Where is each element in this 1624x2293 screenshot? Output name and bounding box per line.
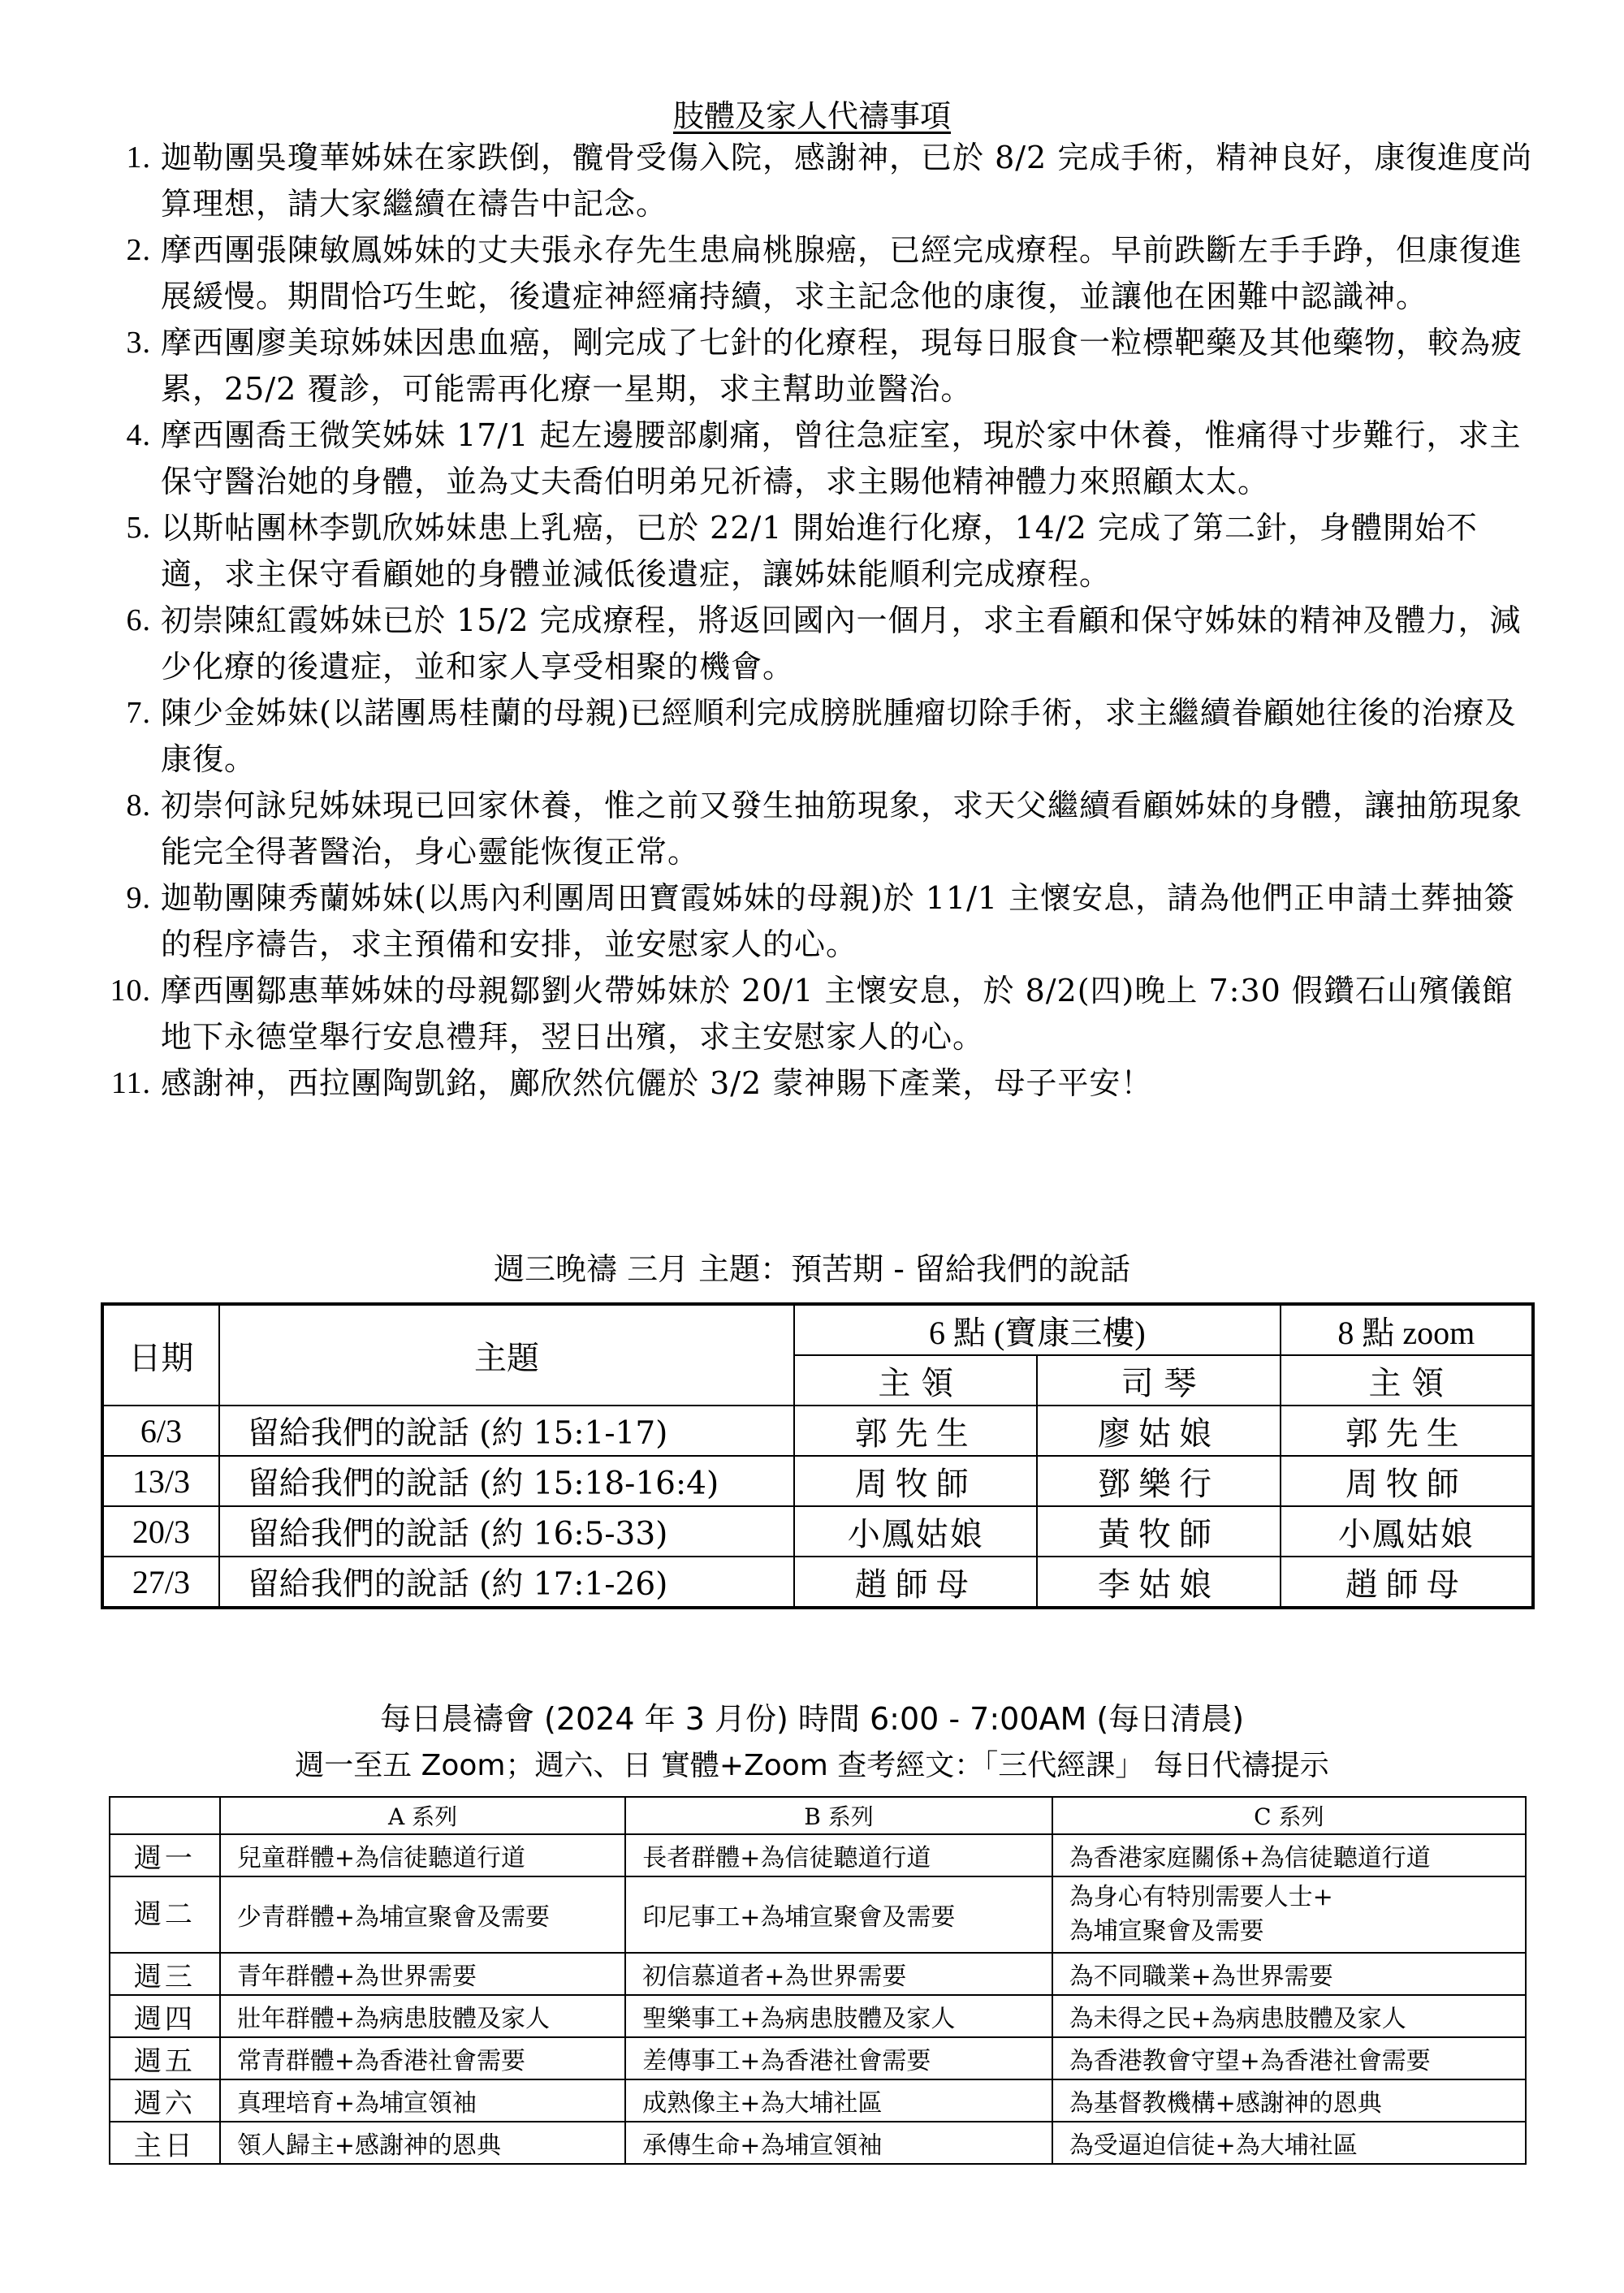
column-header-b: B 系列: [625, 1797, 1052, 1834]
prayer-item: [106, 968, 1535, 1060]
date-cell: 27/3: [102, 1557, 219, 1608]
table-row: [110, 2079, 1526, 2122]
piano-cell: 李姑娘: [1037, 1557, 1280, 1608]
series-b-cell: 成熟像主+為大埔社區: [625, 2079, 1052, 2122]
series-a-cell: 領人歸主+感謝神的恩典: [220, 2122, 625, 2164]
series-b-cell: 差傳事工+為香港社會需要: [625, 2037, 1052, 2079]
series-c-text: 為不同職業+為世界需要: [1069, 1963, 1333, 1991]
morning-prayer-title: 每日晨禱會 (2024 年 3 月份) 時間 6:00 - 7:00AM (每日清晨): [379, 1701, 1245, 1737]
prayer-item: [106, 505, 1535, 598]
piano-cell: 黃牧師: [1037, 1506, 1280, 1557]
table-row: [102, 1456, 1533, 1506]
lead-6pm-cell: 郭先生: [794, 1406, 1037, 1456]
day-cell: 週四: [110, 1995, 220, 2037]
prayer-item-text: 以斯帖團林李凱欣姊妹患上乳癌，已於 22/1 開始進行化療，14/2 完成了第二針，身體開始不適，求主保守看顧她的身體並減低後遺症，讓姊妹能順利完成療程。: [161, 510, 1478, 592]
series-a-cell: 常青群體+為香港社會需要: [220, 2037, 625, 2079]
prayer-item-text: 陳少金姊妹(以諾團馬桂蘭的母親)已經順利完成膀胱腫瘤切除手術，求主繼續眷顧她往後的治療及康復。: [161, 695, 1517, 777]
prayer-item-text: 初崇何詠兒姊妹現已回家休養，惟之前又發生抽筋現象，求天父繼續看顧姊妹的身體，讓抽筋現象能完全得著醫治，身心靈能恢復正常。: [161, 788, 1523, 870]
prayer-item: [106, 412, 1535, 505]
piano-cell: 廖姑娘: [1037, 1406, 1280, 1456]
column-header-8pm: 8 點 zoom: [1281, 1304, 1533, 1355]
date-cell: 6/3: [102, 1406, 219, 1456]
topic-cell: 留給我們的說話 (約 16:5-33): [219, 1506, 794, 1557]
series-c-cell: [1052, 1834, 1526, 1876]
series-c-cell: [1052, 2122, 1526, 2164]
prayer-item-number: 3.: [126, 326, 151, 360]
prayer-item-text: 初崇陳紅霞姊妹已於 15/2 完成療程，將返回國內一個月，求主看顧和保守姊妹的精神及體力，減少化療的後遺症，並和家人享受相聚的機會。: [161, 602, 1522, 684]
prayer-item-text: 摩西團鄒惠華姊妹的母親鄒劉火帶姊妹於 20/1 主懷安息，於 8/2(四)晚上 7:30 假鑽石山殯儀館地下永德堂舉行安息禮拜，翌日出殯，求主安慰家人的心。: [161, 973, 1514, 1055]
series-b-cell: 承傳生命+為埔宣領袖: [625, 2122, 1052, 2164]
lead-8pm-cell: 郭先生: [1281, 1406, 1533, 1456]
day-cell: 週三: [110, 1953, 220, 1995]
lead-6pm-cell: 小鳳姑娘: [794, 1506, 1037, 1557]
column-header-date: 日期: [102, 1304, 219, 1406]
prayer-item-text: 摩西團張陳敏鳳姊妹的丈夫張永存先生患扁桃腺癌，已經完成療程。早前跌斷左手手踭，但康復進展緩慢。期間恰巧生蛇，後遺症神經痛持續，求主記念他的康復，並讓他在困難中認識神。: [161, 232, 1523, 314]
series-c-text-line2: 為埔宣聚會及需要: [1069, 1917, 1264, 1945]
prayer-item: [106, 690, 1535, 783]
column-header-a: A 系列: [220, 1797, 625, 1834]
lead-8pm-cell: 周牧師: [1281, 1456, 1533, 1506]
series-c-cell: [1052, 2037, 1526, 2079]
series-a-cell: 少青群體+為埔宣聚會及需要: [220, 1876, 625, 1953]
series-b-cell: 印尼事工+為埔宣聚會及需要: [625, 1876, 1052, 1953]
day-cell: 主日: [110, 2122, 220, 2164]
prayer-item-text: 迦勒團吳瓊華姊妹在家跌倒，髖骨受傷入院，感謝神，已於 8/2 完成手術，精神良好，康復進度尚算理想，請大家繼續在禱告中記念。: [161, 140, 1533, 222]
date-cell: 20/3: [102, 1506, 219, 1557]
corner-cell: [110, 1797, 220, 1834]
day-cell: 週一: [110, 1834, 220, 1876]
topic-cell: 留給我們的說話 (約 17:1-26): [219, 1557, 794, 1608]
series-a-cell: 兒童群體+為信徒聽道行道: [220, 1834, 625, 1876]
prayer-item-number: 7.: [126, 696, 151, 730]
day-cell: 週六: [110, 2079, 220, 2122]
lead-6pm-cell: 趙師母: [794, 1557, 1037, 1608]
lead-8pm-cell: 趙師母: [1281, 1557, 1533, 1608]
prayer-item-number: 10.: [110, 974, 151, 1008]
prayer-item-number: 9.: [126, 881, 151, 915]
day-cell: 週五: [110, 2037, 220, 2079]
table-header-row: [110, 1797, 1526, 1834]
column-header-lead-zoom: 主 領: [1281, 1355, 1533, 1406]
series-c-cell: [1052, 1953, 1526, 1995]
series-a-cell: 壯年群體+為病患肢體及家人: [220, 1995, 625, 2037]
prayer-item-number: 5.: [126, 511, 151, 545]
series-c-text-line1: 為身心有特別需要人士+: [1069, 1883, 1333, 1911]
prayer-item: [106, 227, 1535, 320]
date-cell: 13/3: [102, 1456, 219, 1506]
series-c-text: 為基督教機構+感謝神的恩典: [1069, 2089, 1382, 2118]
prayer-item-number: 11.: [110, 1066, 151, 1100]
prayer-item-number: 8.: [126, 788, 151, 823]
series-c-cell: [1052, 2079, 1526, 2122]
prayer-item-number: 4.: [126, 418, 151, 452]
table-row: [110, 1995, 1526, 2037]
table-row: [102, 1406, 1533, 1456]
column-header-6pm: 6 點 (寶康三樓): [794, 1304, 1281, 1355]
prayer-item-number: 6.: [126, 603, 151, 637]
column-header-c: C 系列: [1052, 1797, 1526, 1834]
table-header-row: [102, 1304, 1533, 1355]
series-b-cell: 長者群體+為信徒聽道行道: [625, 1834, 1052, 1876]
morning-prayer-subtitle: 週一至五 Zoom；週六、日 實體+Zoom 查考經文：「三代經課」 每日代禱提示: [295, 1749, 1329, 1782]
topic-cell: 留給我們的說話 (約 15:18-16:4): [219, 1456, 794, 1506]
prayer-item-text: 迦勒團陳秀蘭姊妹(以馬內利團周田寶霞姊妹的母親)於 11/1 主懷安息，請為他們正申請土葬抽簽的程序禱告，求主預備和安排，並安慰家人的心。: [161, 880, 1516, 962]
series-c-text: 為香港家庭關係+為信徒聽道行道: [1069, 1844, 1431, 1872]
column-header-topic: 主題: [219, 1304, 794, 1406]
prayer-list: [106, 135, 1535, 1107]
series-c-text: 為受逼迫信徒+為大埔社區: [1069, 2131, 1358, 2160]
prayer-item-text: 感謝神，西拉團陶凱銘，鄺欣然伉儷於 3/2 蒙神賜下產業，母子平安！: [161, 1065, 1153, 1101]
prayer-item: [106, 320, 1535, 412]
prayer-item-text: 摩西團廖美琼姊妹因患血癌，剛完成了七針的化療程，現每日服食一粒標靶藥及其他藥物，較為疲累，25/2 覆診，可能需再化療一星期，求主幫助並醫治。: [161, 325, 1523, 407]
series-b-cell: 初信慕道者+為世界需要: [625, 1953, 1052, 1995]
table-row: [110, 2122, 1526, 2164]
table-row: [110, 1834, 1526, 1876]
piano-cell: 鄧樂行: [1037, 1456, 1280, 1506]
morning-prayer-table: [109, 1796, 1527, 2165]
prayer-item-text: 摩西團喬王微笑姊妹 17/1 起左邊腰部劇痛，曾往急症室，現於家中休養，惟痛得寸步難行，求主保守醫治她的身體，並為丈夫喬伯明弟兄祈禱，求主賜他精神體力來照顧太太。: [161, 417, 1522, 499]
prayer-item-number: 1.: [126, 140, 151, 175]
column-header-lead: 主 領: [794, 1355, 1037, 1406]
prayer-item: [106, 783, 1535, 875]
series-c-text: 為香港教會守望+為香港社會需要: [1069, 2047, 1431, 2075]
series-a-cell: 青年群體+為世界需要: [220, 1953, 625, 1995]
lead-8pm-cell: 小鳳姑娘: [1281, 1506, 1533, 1557]
prayer-item: [106, 135, 1535, 227]
series-a-cell: 真理培育+為埔宣領袖: [220, 2079, 625, 2122]
topic-cell: 留給我們的說話 (約 15:1-17): [219, 1406, 794, 1456]
series-c-cell: [1052, 1876, 1526, 1953]
table-row: [110, 2037, 1526, 2079]
prayer-section-title: 肢體及家人代禱事項: [672, 98, 951, 134]
wednesday-prayer-title: 週三晚禱 三月 主題：預苦期 - 留給我們的說話: [493, 1251, 1131, 1287]
table-row: [110, 1876, 1526, 1953]
column-header-piano: 司 琴: [1037, 1355, 1280, 1406]
prayer-item: [106, 1060, 1535, 1107]
series-b-cell: 聖樂事工+為病患肢體及家人: [625, 1995, 1052, 2037]
table-row: [110, 1953, 1526, 1995]
prayer-item: [106, 875, 1535, 968]
table-row: [102, 1557, 1533, 1608]
series-c-text: 為未得之民+為病患肢體及家人: [1069, 2005, 1406, 2033]
prayer-item: [106, 598, 1535, 690]
lead-6pm-cell: 周牧師: [794, 1456, 1037, 1506]
table-row: [102, 1506, 1533, 1557]
wednesday-schedule-table: [101, 1302, 1535, 1609]
day-cell: 週二: [110, 1876, 220, 1953]
series-c-cell: [1052, 1995, 1526, 2037]
prayer-item-number: 2.: [126, 233, 151, 267]
